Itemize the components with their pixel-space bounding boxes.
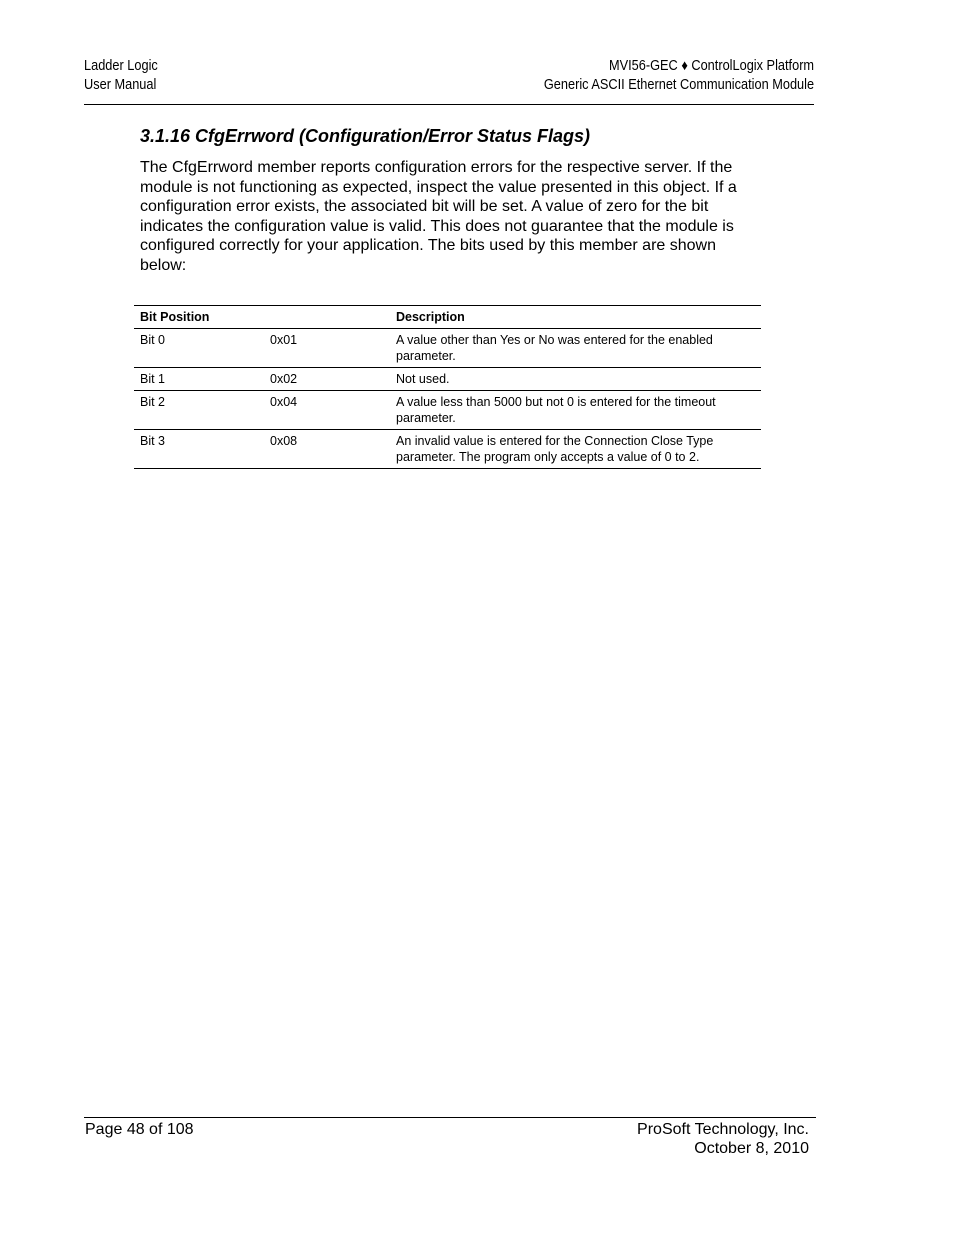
header-description: Description [390, 306, 761, 329]
table-row [134, 368, 761, 391]
header-left [84, 57, 158, 95]
table-header-row [134, 306, 761, 329]
header-right [544, 57, 814, 95]
section-paragraph: The CfgErrword member reports configuration errors for the respective server. If the module is not functioning as expected, inspect the value presented in this object. If a configuration error exists, the associated bit will be set. A value of zero for the bit indicates the configuration value is valid. This does not guarantee that the module is configured correctly for your application. The bits used by this member are shown below: [140, 159, 737, 274]
cell-description: A value less than 5000 but not 0 is entered for the timeout parameter. [390, 391, 761, 430]
cell-bit: Bit 2 [134, 391, 264, 430]
header-product-desc: Generic ASCII Ethernet Communication Module [543, 77, 814, 93]
cell-description: A value other than Yes or No was entered for the enabled parameter. [390, 329, 761, 368]
cell-bit: Bit 3 [134, 430, 264, 469]
cell-description: Not used. [390, 368, 761, 391]
header-hex-value [264, 306, 390, 329]
footer-right [637, 1120, 809, 1158]
cell-hex: 0x04 [264, 391, 390, 430]
table-row [134, 391, 761, 430]
cell-hex: 0x02 [264, 368, 390, 391]
footer-divider [84, 1117, 816, 1118]
table-row [134, 329, 761, 368]
page-number: Page 48 of 108 [85, 1121, 194, 1138]
header-bit-position: Bit Position [134, 306, 264, 329]
header-chapter: Ladder Logic [84, 58, 158, 74]
footer-date: October 8, 2010 [694, 1140, 809, 1157]
cell-hex: 0x08 [264, 430, 390, 469]
footer-company: ProSoft Technology, Inc. [637, 1121, 809, 1138]
table-row [134, 430, 761, 469]
cell-hex: 0x01 [264, 329, 390, 368]
bit-flags-table [134, 305, 761, 469]
header-manual: User Manual [84, 77, 157, 93]
header-divider [84, 104, 814, 105]
cell-bit: Bit 0 [134, 329, 264, 368]
section-title: 3.1.16 CfgErrword (Configuration/Error Status Flags) [140, 126, 591, 146]
header-product: MVI56-GEC ♦ ControlLogix Platform [608, 58, 814, 74]
cell-description: An invalid value is entered for the Connection Close Type parameter. The program only accepts a value of 0 to 2. [390, 430, 761, 469]
cell-bit: Bit 1 [134, 368, 264, 391]
